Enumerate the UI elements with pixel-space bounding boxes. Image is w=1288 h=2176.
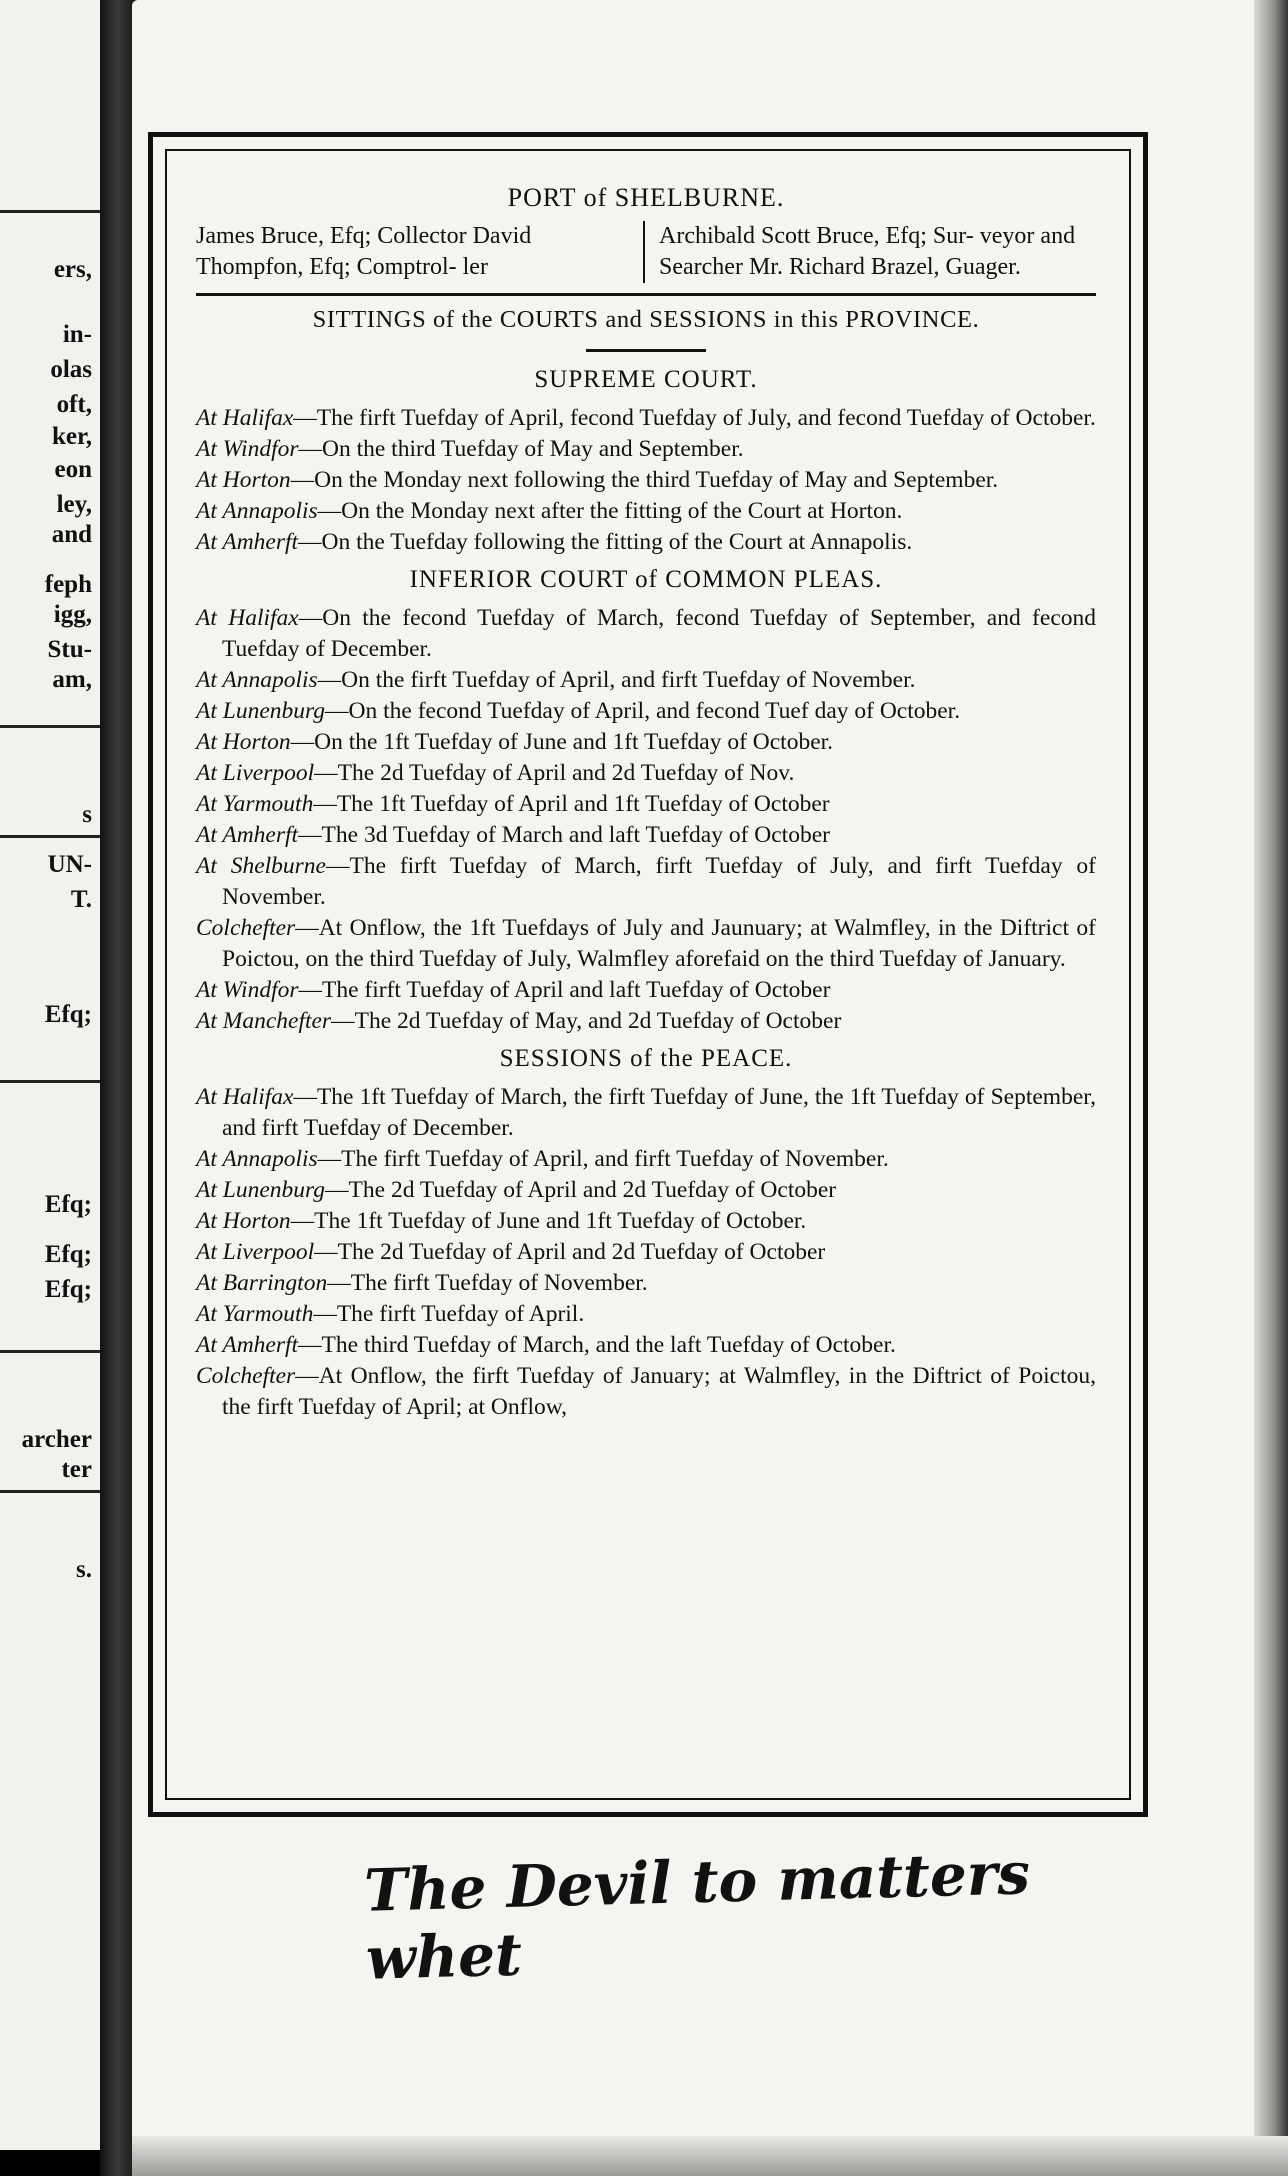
officers-left: James Bruce, Efq; Collector David Thompfon, Efq; Comptrol- ler [196, 223, 532, 280]
inferior-court-heading: INFERIOR COURT of COMMON PLEAS. [409, 566, 883, 593]
court-entry [196, 1206, 1096, 1237]
left-page-rule [0, 210, 100, 213]
court-entry [196, 1299, 1096, 1330]
entry-text: —The third Tuefday of March, and the laft Tuefday of October. [298, 1332, 896, 1358]
court-entry [196, 403, 1096, 434]
supreme-court-entries [196, 403, 1096, 558]
left-page-fragment: Efq; [44, 1276, 92, 1303]
entry-text: —The 2d Tuefday of May, and 2d Tuefday of October [331, 1008, 842, 1034]
entry-place: At Liverpool [196, 1239, 315, 1265]
left-page-rule [0, 1350, 100, 1353]
entry-place: At Yarmouth [196, 791, 314, 817]
entry-text: —The firft Tuefday of April and laft Tuefday of October [298, 977, 831, 1003]
left-page-fragment: T. [70, 886, 92, 913]
left-page-fragment: ley, [56, 491, 92, 518]
entry-place: At Barrington [196, 1270, 328, 1296]
entry-text: —The 2d Tuefday of April and 2d Tuefday of Nov. [314, 760, 795, 786]
entry-place: At Halifax [196, 1084, 294, 1110]
left-page-fragment: olas [50, 356, 92, 383]
entry-place: At Liverpool [196, 760, 315, 786]
sessions-entries [196, 1082, 1096, 1423]
court-entry [196, 851, 1096, 913]
entry-text: —On the Monday next after the fitting of the Court at Horton. [317, 498, 903, 524]
entry-text: —On the Monday next following the third Tuefday of May and September. [290, 467, 999, 493]
court-entry [196, 1144, 1096, 1175]
left-page-fragment: eon [54, 456, 92, 483]
entry-text: —On the third Tuefday of May and September. [298, 436, 744, 462]
left-page-rule [0, 1080, 100, 1083]
entry-place: At Yarmouth [196, 1301, 314, 1327]
entry-place: At Annapolis [196, 667, 318, 693]
entry-text: —The 3d Tuefday of March and laft Tuefday of October [298, 822, 830, 848]
handwritten-note [363, 1839, 1032, 1992]
left-page-fragment: ker, [51, 423, 92, 450]
court-entry [196, 496, 1096, 527]
left-page-fragment: feph [44, 571, 92, 598]
entry-text: —The firft Tuefday of April, fecond Tuefday of July, and fecond Tuefday of October. [293, 405, 1096, 431]
left-page-rule [0, 725, 100, 728]
entry-text: —On the fecond Tuefday of March, fecond Tuefday of September, and fecond Tuefday of December. [222, 605, 1096, 662]
entry-place: At Halifax [196, 405, 294, 431]
entry-place: At Windfor [196, 977, 299, 1003]
port-title: PORT of SHELBURNE. [507, 183, 785, 212]
supreme-court-heading: SUPREME COURT. [534, 366, 758, 393]
left-page-fragment: am, [52, 666, 92, 693]
handwriting-line-1: The Devil to matters [363, 1839, 1031, 1925]
left-page-fragment: archer [21, 1426, 92, 1453]
divider-rule [196, 293, 1096, 296]
entry-text: —At Onflow, the firft Tuefday of January; at Walmfley, in the Diftrict of Poictou, the firft Tuefday of April; at Onflow, [222, 1363, 1096, 1420]
officers-right: Archibald Scott Bruce, Efq; Sur- veyor and Searcher Mr. Richard Brazel, Guager. [643, 221, 1096, 283]
court-entry [196, 789, 1096, 820]
left-page-fragment: Efq; [44, 1241, 92, 1268]
court-entry [196, 696, 1096, 727]
court-entry [196, 434, 1096, 465]
entry-text: —The 2d Tuefday of April and 2d Tuefday of October [325, 1177, 837, 1203]
entry-place: At Windfor [196, 436, 299, 462]
court-entry [196, 820, 1096, 851]
entry-text: —At Onflow, the 1ft Tuefdays of July and Jaunuary; at Walmfley, in the Diftrict of Poictou, on the third Tuefday of July, Walmfley aforefaid on the third Tuefday of January. [222, 915, 1096, 972]
court-entry [196, 665, 1096, 696]
entry-text: —On the Tuefday following the fitting of the Court at Annapolis. [298, 529, 913, 555]
court-entry [196, 1237, 1096, 1268]
entry-place: At Manchefter [196, 1008, 332, 1034]
almanac-content [196, 140, 1096, 1423]
entry-place: At Lunenburg [196, 1177, 326, 1203]
left-page-fragment: ers, [53, 256, 92, 283]
page-edge [1254, 0, 1288, 2176]
left-page-fragment: in- [62, 321, 92, 348]
short-divider [586, 349, 706, 352]
entry-text: —The firft Tuefday of April. [313, 1301, 585, 1327]
court-entry [196, 603, 1096, 665]
entry-place: At Lunenburg [196, 698, 326, 724]
entry-place: Colchefter [196, 1363, 296, 1389]
entry-place: At Annapolis [196, 1146, 318, 1172]
entry-place: At Amherft [196, 1332, 299, 1358]
sittings-title: SITTINGS of the COURTS and SESSIONS in this PROVINCE. [312, 306, 980, 333]
court-entry [196, 1330, 1096, 1361]
sessions-heading: SESSIONS of the PEACE. [499, 1045, 793, 1072]
left-page-rule [0, 835, 100, 838]
entry-place: At Shelburne [196, 853, 326, 879]
court-entry [196, 1006, 1096, 1037]
left-page-fragment: Efq; [44, 1191, 92, 1218]
left-page-rule [0, 1490, 100, 1493]
left-page-fragment: s. [76, 1556, 92, 1583]
court-entry [196, 727, 1096, 758]
entry-text: —On the firft Tuefday of April, and firft Tuefday of November. [317, 667, 916, 693]
court-entry [196, 465, 1096, 496]
left-page-fragment: and [51, 521, 92, 548]
entry-text: —The 1ft Tuefday of March, the firft Tuefday of June, the 1ft Tuefday of September, and firft Tuefday of December. [222, 1084, 1097, 1141]
entry-text: —The 1ft Tuefday of April and 1ft Tuefday of October [313, 791, 830, 817]
court-entry [196, 913, 1096, 975]
page-bottom-edge [132, 2136, 1288, 2176]
court-entry [196, 1361, 1096, 1423]
entry-place: Colchefter [196, 915, 296, 941]
entry-place: At Horton [196, 729, 291, 755]
port-officers [196, 221, 1096, 283]
entry-text: —The firft Tuefday of April, and firft Tuefday of November. [317, 1146, 889, 1172]
left-facing-page [0, 0, 100, 2150]
entry-place: At Amherft [196, 529, 299, 555]
entry-text: —On the 1ft Tuefday of June and 1ft Tuefday of October. [290, 729, 834, 755]
left-page-fragment: Efq; [44, 1001, 92, 1028]
left-page-fragment: oft, [56, 391, 92, 418]
entry-text: —The firft Tuefday of November. [327, 1270, 648, 1296]
left-page-fragment: UN- [47, 851, 92, 878]
court-entry [196, 1082, 1096, 1144]
entry-text: —The firft Tuefday of March, firft Tuefday of July, and firft Tuefday of November. [222, 853, 1097, 910]
entry-text: —The 2d Tuefday of April and 2d Tuefday of October [314, 1239, 826, 1265]
entry-place: At Annapolis [196, 498, 318, 524]
entry-place: At Horton [196, 1208, 291, 1234]
entry-place: At Amherft [196, 822, 299, 848]
inferior-court-entries [196, 603, 1096, 1037]
entry-text: —On the fecond Tuefday of April, and fecond Tuef day of October. [325, 698, 961, 724]
entry-text: —The 1ft Tuefday of June and 1ft Tuefday of October. [290, 1208, 807, 1234]
left-page-fragment: s [82, 801, 92, 828]
court-entry [196, 975, 1096, 1006]
entry-place: At Horton [196, 467, 291, 493]
court-entry [196, 527, 1096, 558]
left-page-fragment: ter [61, 1456, 92, 1483]
handwriting-line-2: whet [365, 1920, 523, 1993]
entry-place: At Halifax [196, 605, 299, 631]
left-page-fragment: igg, [53, 601, 92, 628]
court-entry [196, 758, 1096, 789]
left-page-fragment: Stu- [47, 636, 92, 663]
court-entry [196, 1268, 1096, 1299]
court-entry [196, 1175, 1096, 1206]
